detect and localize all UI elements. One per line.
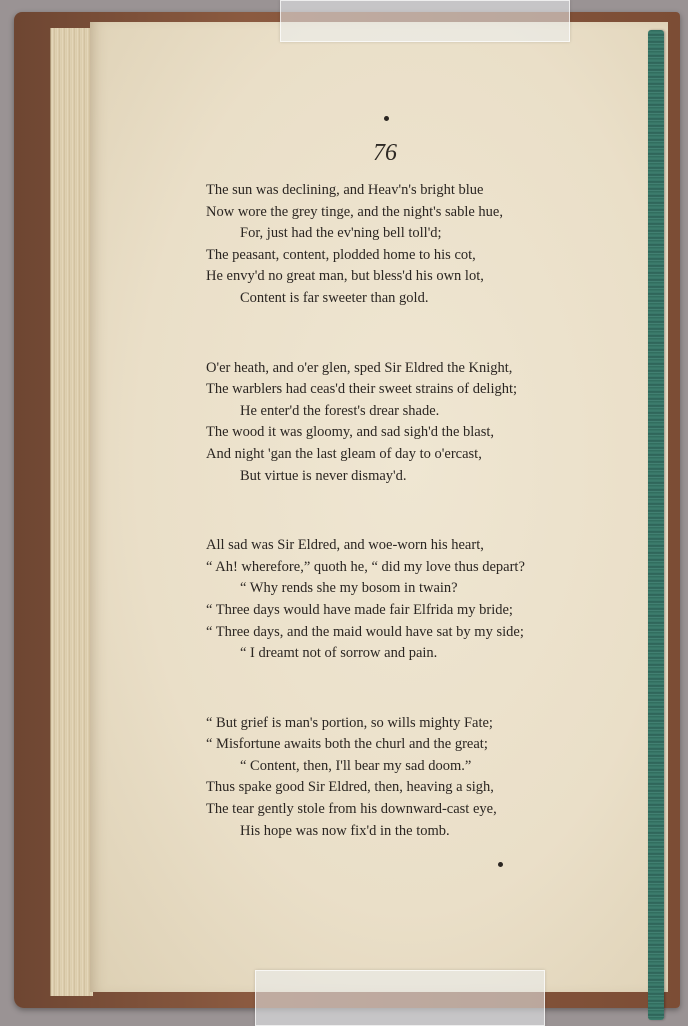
poem-line: The sun was declining, and Heav'n's bright blue [206,182,484,198]
poem-line: O'er heath, and o'er glen, sped Sir Eldred the Knight, [206,359,513,376]
poem-line: The warblers had ceas'd their sweet strains of delight; [206,381,518,398]
ink-dot [384,116,389,121]
poem-line: The tear gently stole from his downward-cast eye, [206,801,497,818]
page-number: 76 [373,140,397,166]
poem-line: But virtue is never dismay'd. [240,467,407,484]
bookmark-ribbon [648,30,664,1020]
poem-line: He envy'd no great man, but bless'd his own lot, [206,268,484,285]
poem-line: “ But grief is man's portion, so wills mighty Fate; [206,714,493,731]
poem-line: He enter'd the forest's drear shade. [240,402,440,419]
poem-line: “ I dreamt not of sorrow and pain. [240,645,438,662]
stanza-2 [206,358,586,488]
poem-line: The peasant, content, plodded home to his cot, [206,246,476,263]
poem-line: For, just had the ev'ning bell toll'd; [240,225,442,242]
poem-line: “ Content, then, I'll bear my sad doom.” [240,757,472,774]
poem-line: “ Why rends she my bosom in twain? [240,580,458,597]
stanza-4 [206,713,586,843]
poem-line: Now wore the grey tinge, and the night's sable hue, [206,203,503,220]
poem-line: “ Ah! wherefore,” quoth he, “ did my love thus depart? [206,558,525,575]
stanza-3 [206,535,586,665]
mount-tab-top [280,0,570,42]
poem [206,180,586,890]
poem-line: All sad was Sir Eldred, and woe-worn his heart, [206,537,484,554]
poem-line: “ Misfortune awaits both the churl and the great; [206,736,488,753]
poem-line: Content is far sweeter than gold. [240,289,429,306]
poem-line: His hope was now fix'd in the tomb. [240,822,450,839]
poem-line: The wood it was gloomy, and sad sigh'd the blast, [206,424,495,441]
poem-line: And night 'gan the last gleam of day to o'ercast, [206,445,482,462]
poem-line: Thus spake good Sir Eldred, then, heaving a sigh, [206,779,494,796]
poem-line: “ Three days, and the maid would have sat by my side; [206,623,524,640]
stanza-1 [206,180,586,310]
mount-tab-bottom [255,970,545,1026]
page-edges [50,28,93,996]
poem-line: “ Three days would have made fair Elfrida my bride; [206,601,513,618]
